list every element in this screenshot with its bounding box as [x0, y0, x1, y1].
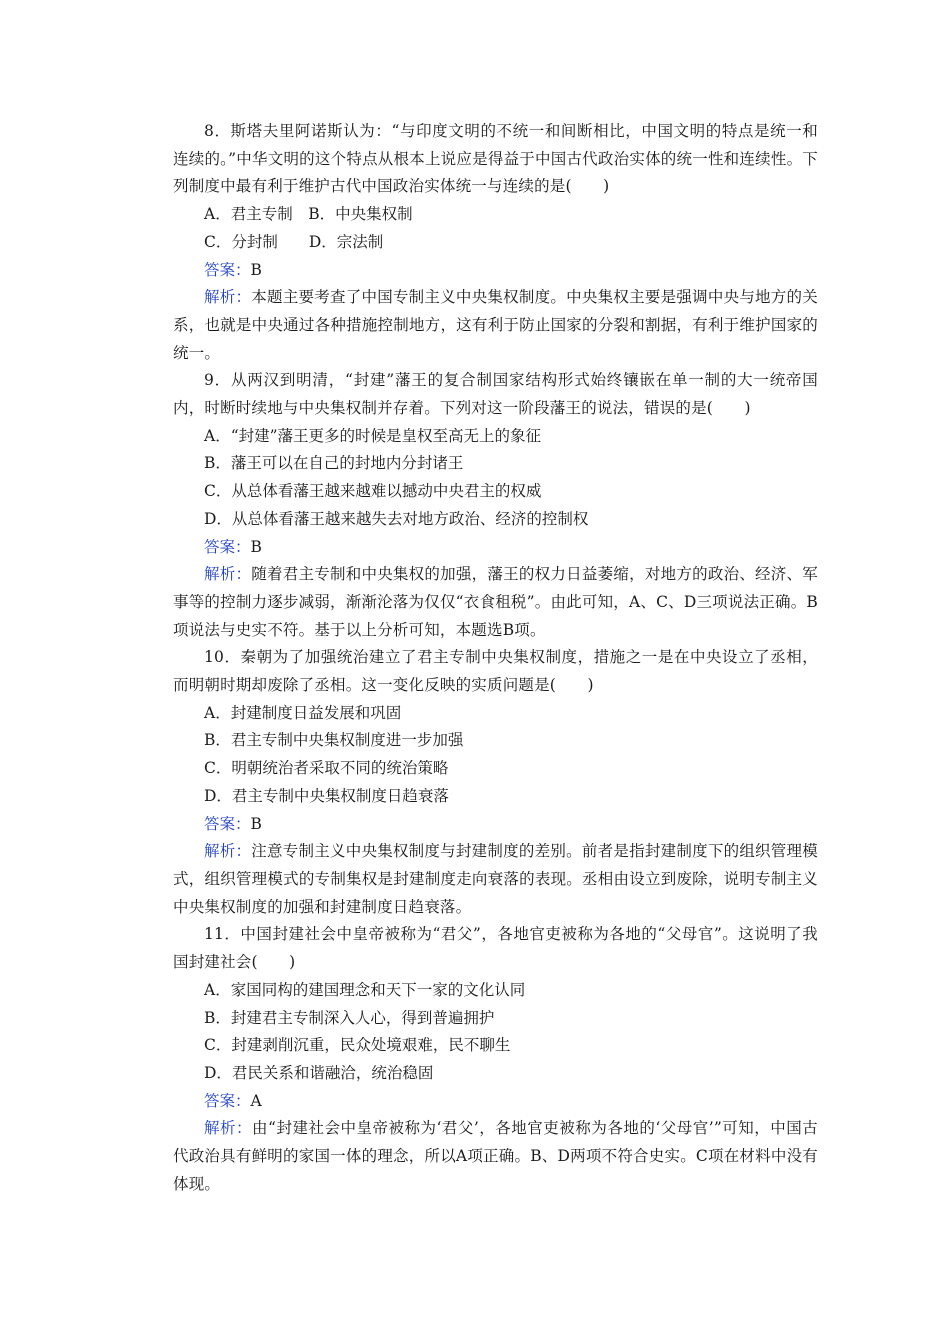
option-line: B．封建君主专制深入人心，得到普遍拥护 [204, 1008, 495, 1027]
answer-label: 答案： [204, 260, 251, 279]
answer-label: 答案： [204, 537, 251, 556]
explanation [173, 561, 818, 644]
option-line: C．明朝统治者采取不同的统治策略 [204, 759, 449, 778]
option-line: C．封建剥削沉重，民众处境艰难，民不聊生 [204, 1036, 511, 1055]
option-line: A．“封建”藩王更多的时候是皇权至高无上的象征 [204, 426, 542, 445]
answer-line [173, 534, 818, 562]
option-line: C．分封制 D．宗法制 [204, 232, 384, 251]
question-stem: 11．中国封建社会中皇帝被称为“君父”，各地官吏被称为各地的“父母官”。这说明了我国封建社会( ) [173, 925, 818, 972]
option-line: D．君主专制中央集权制度日趋衰落 [204, 786, 449, 805]
answer-label: 答案： [204, 814, 251, 833]
option-line: A．君主专制 B．中央集权制 [204, 205, 413, 224]
answer-value: B [250, 260, 262, 279]
option-line: A．封建制度日益发展和巩固 [204, 703, 402, 722]
answer-line [173, 811, 818, 839]
question-9 [173, 367, 818, 644]
explanation-label: 解析： [204, 1119, 253, 1138]
answer-line [173, 257, 818, 285]
option-line: D．从总体看藩王越来越失去对地方政治、经济的控制权 [204, 509, 589, 528]
answer-value: B [250, 814, 262, 833]
explanation [173, 284, 818, 367]
question-8 [173, 118, 818, 367]
question-stem: 10．秦朝为了加强统治建立了君主专制中央集权制度，措施之一是在中央设立了丞相，而明朝时期却废除了丞相。这一变化反映的实质问题是( ) [173, 648, 818, 695]
answer-value: A [250, 1091, 262, 1110]
question-10 [173, 644, 818, 921]
option-line: B．君主专制中央集权制度进一步加强 [204, 731, 464, 750]
explanation-label: 解析： [204, 842, 252, 861]
answer-label: 答案： [204, 1091, 251, 1110]
explanation-text: 随着君主专制和中央集权的加强，藩王的权力日益萎缩，对地方的政治、经济、军事等的控制力逐步减弱，渐渐沦落为仅仅“衣食租税”。由此可知，A、C、D三项说法正确。B项说法与史实不符。基于以上分析可知，本题选B项。 [173, 565, 818, 639]
explanation-text: 本题主要考查了中国专制主义中央集权制度。中央集权主要是强调中央与地方的关系，也就是中央通过各种措施控制地方，这有利于防止国家的分裂和割据，有利于维护国家的统一。 [173, 288, 818, 362]
question-11 [173, 921, 818, 1198]
question-stem: 9．从两汉到明清，“封建”藩王的复合制国家结构形式始终镶嵌在单一制的大一统帝国内，时断时续地与中央集权制并存着。下列对这一阶段藩王的说法，错误的是( ) [173, 371, 818, 418]
explanation [173, 838, 818, 921]
option-line: A．家国同构的建国理念和天下一家的文化认同 [204, 980, 526, 999]
explanation-text: 注意专制主义中央集权制度与封建制度的差别。前者是指封建制度下的组织管理模式，组织管理模式的专制集权是封建制度走向衰落的表现。丞相由设立到废除，说明专制主义中央集权制度的加强和封建制度日趋衰落。 [173, 842, 818, 916]
option-line: D．君民关系和谐融洽，统治稳固 [204, 1063, 434, 1082]
option-line: B．藩王可以在自己的封地内分封诸王 [204, 454, 464, 473]
answer-value: B [250, 537, 262, 556]
option-line: C．从总体看藩王越来越难以撼动中央君主的权威 [204, 482, 542, 501]
question-list [173, 118, 818, 1198]
explanation [173, 1115, 818, 1198]
question-stem: 8．斯塔夫里阿诺斯认为：“与印度文明的不统一和间断相比，中国文明的特点是统一和连续的。”中华文明的这个特点从根本上说应是得益于中国古代政治实体的统一性和连续性。下列制度中最有利于维护古代中国政治实体统一与连续的是( ) [173, 122, 818, 196]
explanation-text: 由“封建社会中皇帝被称为‘君父’，各地官吏被称为各地的‘父母官’”可知，中国古代政治具有鲜明的家国一体的理念，所以A项正确。B、D两项不符合史实。C项在材料中没有体现。 [173, 1119, 819, 1193]
answer-line [173, 1088, 818, 1116]
explanation-label: 解析： [204, 288, 252, 307]
explanation-label: 解析： [204, 565, 252, 584]
